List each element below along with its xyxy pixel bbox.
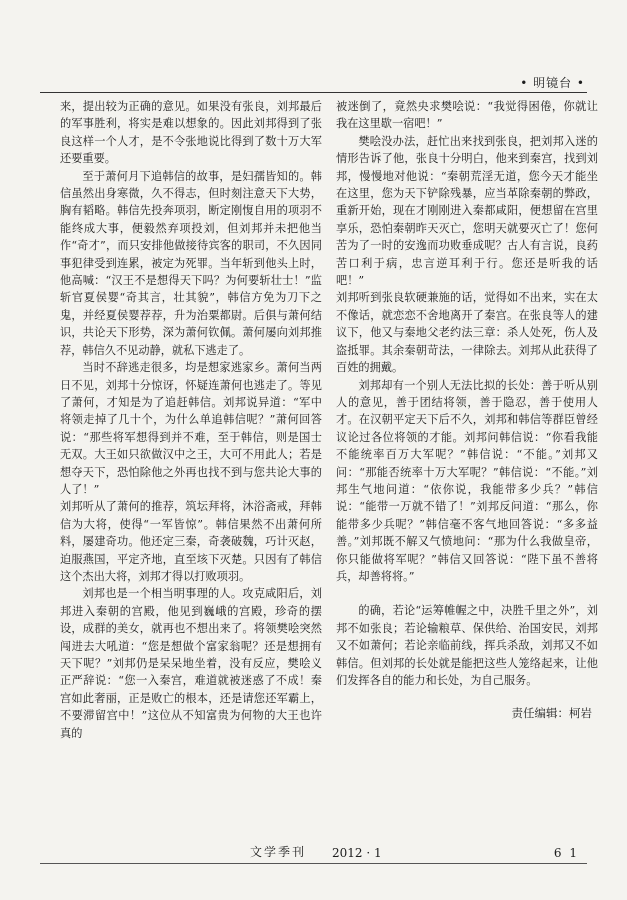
left-column-paragraph: 至于萧何月下追韩信的故事，是妇孺皆知的。韩信虽然出身寒微，久不得志，但时刻注意天下大势，胸有韬略。韩信先投奔项羽，断定刚愎自用的项羽不能终成大事，便毅然弃项投刘，但刘邦并未把他当作“奇才”，而只安排他做接待宾客的职司，不久因同事犯律受到连累，被定为死罪。当年斩到他头上时，他高喊：“汉王不是想得天下吗？为何要斩壮士！”监斩官夏侯婴“奇其言，壮其貌”，韩信方免为刀下之鬼，并经夏侯婴荐荐，升为治粟都尉。后俱与萧何结识，共论天下形势，深为萧何钦佩。萧何屡向刘邦推荐，韩信久不见动静，就私下逃走了。 — [60, 169, 322, 357]
right-column — [336, 98, 598, 723]
left-column-paragraph: 刘邦听从了萧何的推荐，筑坛拜将，沐浴斋戒，拜韩信为大将，使得“一军皆惊”。韩信果然不出萧何所料，屡建奇功。他还定三秦，奇袭破魏，巧计灭赵，迫服燕国，平定齐地，直至垓下灭楚。只因有了韩信这个杰出大将，刘邦才得以打败项羽。 — [60, 500, 322, 583]
right-column-paragraph: 樊哙没办法，赶忙出来找到张良，把刘邦入迷的情形告诉了他，张良十分明白，他来到秦宫，找到刘邦，慢慢地对他说：“秦朝荒淫无道，您今天才能坐在这里，您为天下铲除残暴，应当革除秦朝的弊政，重新开始，现在才刚刚进入秦都咸阳，便想留在宫里享乐，恐怕秦朝昨天灭亡，您明天就要灭亡了！您何苦为了一时的安逸而功败垂成呢？古人有言说，良药苦口利于病，忠言逆耳利于行。您还是听我的话吧！” — [336, 134, 598, 288]
right-column-paragraph: 刘邦听到张良软硬兼施的话，觉得如不出来，实在太不像话，就恋恋不舍地离开了秦宫。在张良等人的建议下，他又与秦地父老约法三章：杀人处死，伤人及盗抵罪。其余秦朝苛法，一律除去。刘邦从此获得了百姓的拥戴。 — [336, 291, 598, 375]
right-column-paragraph: 刘邦却有一个别人无法比拟的长处：善于听从别人的意见，善于团结将领，善于隐忍，善于使用人才。在汉朝平定天下后不久，刘邦和韩信等群臣曾经议论过各位将领的才能。刘邦问韩信说：“你看我能不能统率百万大军呢？”韩信说：“不能。”刘邦又问：“那能否统率十万大军呢？”韩信说：“不能。”刘邦生气地问道：“依你说，我能带多少兵？”韩信说：“能带一万就不错了！”刘邦反问道：“那么，你能带多少兵呢？”韩信毫不客气地回答说：“多多益善。”刘邦既不解又气愤地问：“那为什么我做皇帝，你只能做将军呢？”韩信又回答说：“陛下虽不善将兵，却善将将。” — [336, 378, 598, 583]
left-column-paragraph: 来，提出较为正确的意见。如果没有张良，刘邦最后的军事胜利，将实是难以想象的。因此刘邦得到了张良这样一个人才，是不令张地说比得到了数十万大军还要重要。 — [60, 100, 322, 166]
right-column-paragraph: 的确，若论“运筹帷幄之中，决胜千里之外”，刘邦不如张良；若论输粮草、保供给、治国安民，刘邦又不如萧何；若论亲临前线，挥兵杀敌，刘邦又不如韩信。但刘邦的长处就是能把这些人笼络起来，让他们发挥各自的能力和长处，为自己服务。 — [336, 604, 598, 687]
page-number: 6 1 — [553, 846, 579, 860]
left-column-paragraph: 刘邦也是一个相当明事理的人。攻克咸阳后，刘邦进入秦朝的宫殿，他见到巍峨的宫殿，珍奇的摆设，成群的美女，就再也不想出来了。将领樊哙突然闯进去大吼道：“您是想做个富家翁呢？还是想拥有天下呢？”刘邦仍是呆呆地坐着，没有反应，樊哙义正严辞说：“您一入秦宫，难道就被迷惑了不成！秦宫如此奢丽，正是败亡的根本，还是请您还军霸上，不要滞留宫中！”这位从不知富贵为何物的大王也许真的 — [60, 587, 322, 740]
right-column-paragraph: 被迷倒了，竟然央求樊哙说：“我觉得困倦，你就让我在这里歇一宿吧！” — [336, 100, 598, 131]
editor-credit: 责任编辑：柯岩 — [511, 706, 592, 721]
left-column — [60, 98, 322, 742]
issue-number: 2012 · 1 — [332, 846, 382, 860]
page-footer — [0, 840, 627, 860]
left-column-paragraph: 当时不辞逃走很多，均是想家逃家乡。萧何当两日不见，刘邦十分惊讶，怀疑连萧何也逃走了。等见了萧何，才知是为了追赶韩信。刘邦说异道：“军中将领走掉了几十个，为什么单追韩信呢？”萧何回答说：“那些将军想得到并不难，至于韩信，则是国士无双。大王如只欲做汉中之王，大可不用此人；若是想夺天下，恐怕除他之外再也找不到与您共论大事的人了！” — [60, 361, 322, 496]
section-tag: • 明镜台 • — [520, 76, 585, 90]
journal-name: 文学季刊 — [250, 845, 307, 859]
header-rule — [40, 92, 587, 93]
footer-rule — [40, 863, 587, 864]
